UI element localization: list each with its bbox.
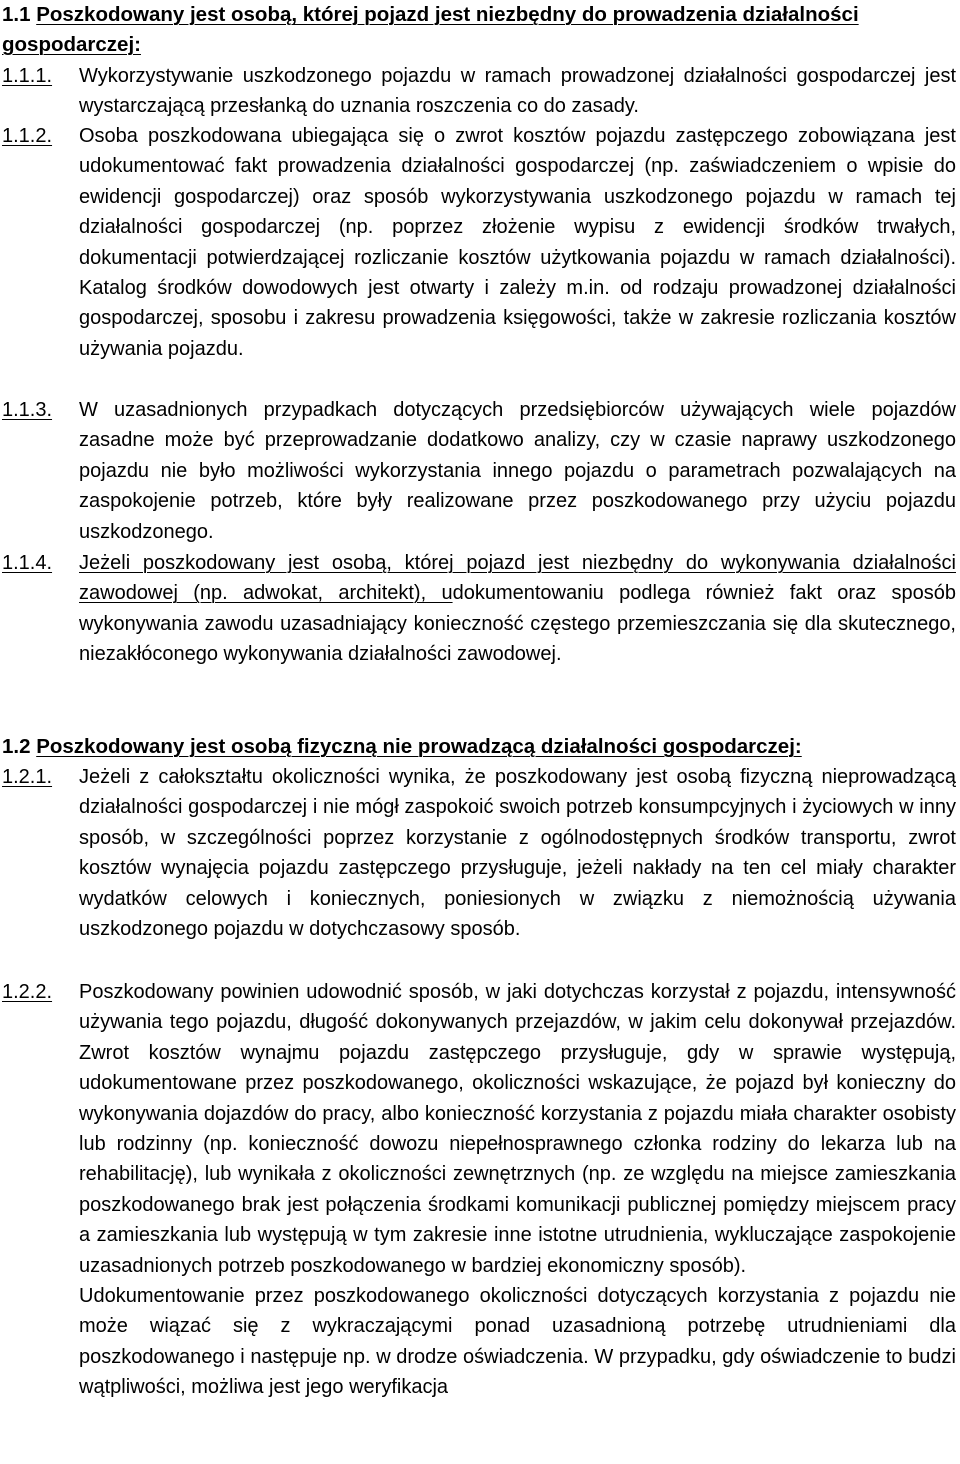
item-number: 1.1.1. <box>2 65 53 87</box>
item-text: Jeżeli z całokształtu okoliczności wynika, że poszkodowany jest osobą fizyczną nieprowadzącą działalności gospodarczej i nie mógł zaspokoić swoich potrzeb konsumpcyjnych i życiowych w inny sposób, w szczególności poprzez korzystanie z ogólnodostępnych środków transportu, zwrot kosztów wynajęcia pojazdu zastępczego przysługuje, jeżeli nakłady na ten cel miały charakter wydatków celowych i koniecznych, poniesionych w związku z niemożnością używania uszkodzonego pojazdu w dotychczasowy sposób. <box>79 766 956 941</box>
list-item-1-2-2 <box>2 977 956 1464</box>
item-text <box>79 548 956 670</box>
item-text: Wykorzystywanie uszkodzonego pojazdu w ramach prowadzonej działalności gospodarczej jest wystarczającą przesłanką do uznania roszczenia co do zasady. <box>79 65 956 118</box>
item-paragraph: Udokumentowanie przez poszkodowanego okoliczności dotyczących korzystania z pojazdu nie może wiązać się z wykraczającymi ponad uzasadnioną potrzebę utrudnieniami dla poszkodowanego i następuje np. w drodze oświadczenia. W przypadku, gdy oświadczenie to budzi wątpliwości, możliwa jest jego weryfikacja <box>79 1285 956 1399</box>
section-heading-1-2 <box>2 732 956 762</box>
list-item-1-1-3 <box>2 395 956 547</box>
list-item-1-2-1 <box>2 762 956 975</box>
section-title: Poszkodowany jest osobą fizyczną nie prowadzącą działalności gospodarczej: <box>36 735 802 758</box>
section-number: 1.1 <box>2 3 31 26</box>
item-number: 1.2.1. <box>2 766 53 788</box>
list-item-1-1-2 <box>2 121 956 391</box>
item-text-rest: dokumentowaniu podlega również fakt oraz sposób wykonywania zawodu uzasadniający konieczność częstego przemieszczania się dla skutecznego, niezakłóconego wykonywania działalności zawodowej. <box>79 582 957 666</box>
item-text: Osoba poszkodowana ubiegająca się o zwrot kosztów pojazdu zastępczego zobowiązana jest udokumentować fakt prowadzenia działalności gospodarczej (np. zaświadczeniem o wpisie do ewidencji gospodarczej) oraz sposób wykorzystywania uszkodzonego pojazdu w ramach tej działalności gospodarczej (np. poprzez złożenie wypisu z ewidencji środków trwałych, dokumentacji potwierdzającej rozliczanie kosztów użytkowania pojazdu w ramach działalności). Katalog środków dowodowych jest otwarty i zależy m.in. od rodzaju prowadzonej działalności gospodarczej, sposobu i zakresu prowadzenia księgowości, także w zakresie rozliczania kosztów używania pojazdu. <box>79 125 956 360</box>
section-heading-1-1 <box>2 0 956 60</box>
item-number: 1.2.2. <box>2 981 53 1003</box>
list-item-1-1-4 <box>2 548 956 700</box>
section-title: Poszkodowany jest osobą, której pojazd jest niezbędny do prowadzenia działalności gospodarczej: <box>2 3 859 56</box>
item-paragraph: Poszkodowany powinien udowodnić sposób, w jaki dotychczas korzystał z pojazdu, intensywność używania tego pojazdu, długość dokonywanych przejazdów, w jakim celu dokonywał przejazdów. Zwrot kosztów wynajmu pojazdu zastępczego przysługuje, gdy w sprawie występują, udokumentowane przez poszkodowanego, okoliczności wskazujące, że pojazd był konieczny do wykonywania dojazdów do pracy, albo konieczność korzystania z pojazdu miała charakter osobisty lub rodzinny (np. konieczność dowozu niepełnosprawnego członka rodziny do lekarza lub na rehabilitację), lub wynikała z okoliczności zewnętrznych (np. ze względu na miejsce zamieszkania poszkodowanego brak jest połączenia środkami komunikacji publicznej pomiędzy miejscem pracy a zamieszkania lub występują w tym zakresie inne istotne utrudnienia, wykluczające zaspokojenie uzasadnionych potrzeb poszkodowanego w bardziej ekonomiczny sposób). <box>79 981 956 1277</box>
section-number: 1.2 <box>2 735 31 758</box>
item-number: 1.1.3. <box>2 399 53 421</box>
item-text: W uzasadnionych przypadkach dotyczących przedsiębiorców używających wiele pojazdów zasadne może być przeprowadzanie dodatkowo analizy, czy w czasie naprawy uszkodzonego pojazdu nie było możliwości wykorzystania innego pojazdu o parametrach pozwalających na zaspokojenie potrzeb, które były realizowane przez poszkodowanego przy użyciu pojazdu uszkodzonego. <box>79 399 956 543</box>
item-text-underlined: Jeżeli poszkodowany jest osobą, której pojazd jest niezbędny do wykonywania działalności zawodowej (np. adwokat, architekt), u <box>79 552 956 605</box>
item-text <box>79 977 956 1403</box>
item-number: 1.1.2. <box>2 125 53 147</box>
item-number: 1.1.4. <box>2 552 53 574</box>
list-item-1-1-1 <box>2 61 956 122</box>
